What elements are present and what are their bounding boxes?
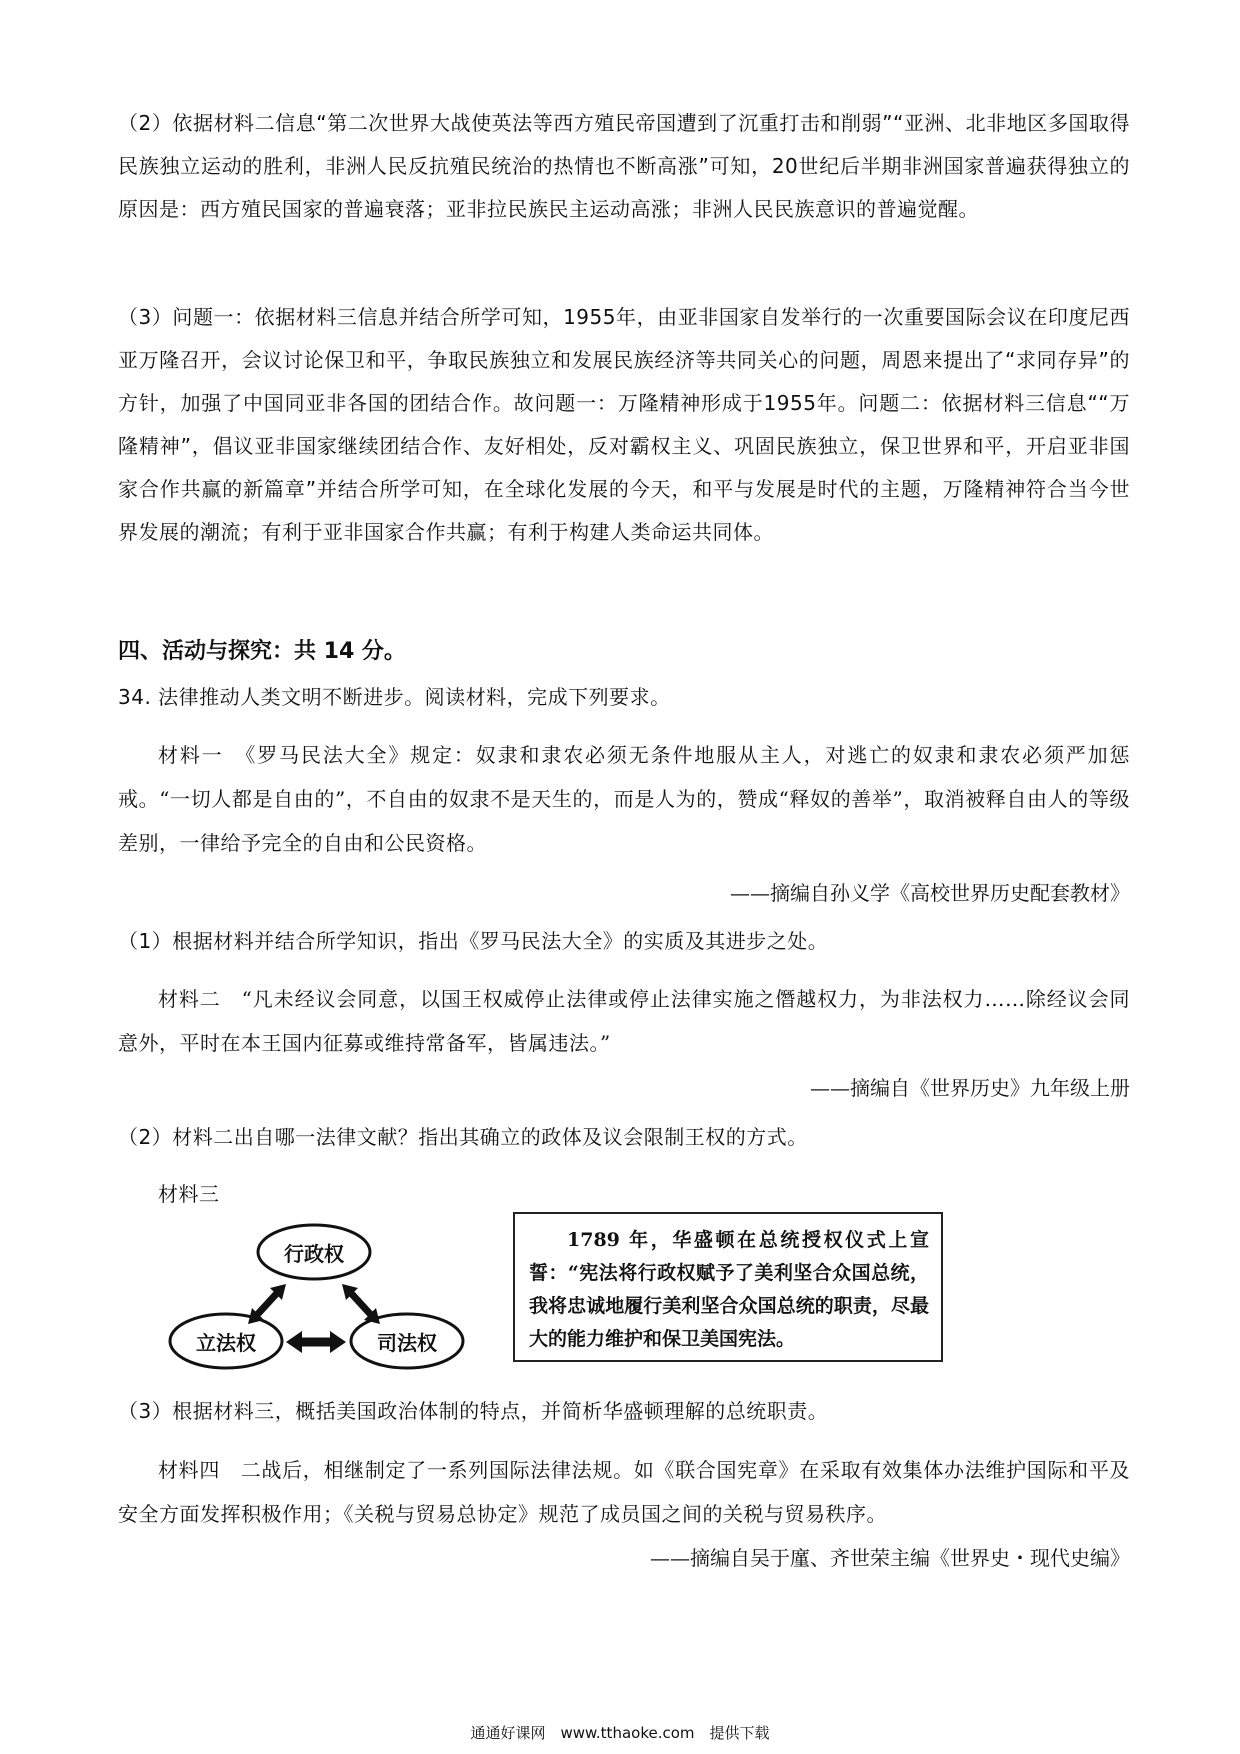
answer-part-3: （3）问题一：依据材料三信息并结合所学可知，1955年，由亚非国家自发举行的一次重要国际会议在印度尼西亚万隆召开，会议讨论保卫和平，争取民族独立和发展民族经济等共同关心的问题，周恩来提出了“求同存异”的方针，加强了中国同亚非各国的团结合作。故问题一：万隆精神形成于1955年。问题二：依据材料三信息““万隆精神”，倡议亚非国家继续团结合作、友好相处，反对霸权主义、巩固民族独立，保卫世界和平，开启亚非国家合作共赢的新篇章”并结合所学可知，在全球化发展的今天，和平与发展是时代的主题，万隆精神符合当今世界发展的潮流；有利于亚非国家合作共赢；有利于构建人类命运共同体。 bbox=[118, 305, 1130, 544]
judicial-power-label: 司法权 bbox=[377, 1331, 437, 1355]
separation-of-powers-diagram bbox=[160, 1218, 480, 1378]
executive-power-label: 行政权 bbox=[284, 1242, 344, 1266]
material-two: 材料二 “凡未经议会同意，以国王权威停止法律或停止法律实施之僭越权力，为非法权力……除经议会同意外，平时在本王国内征募或维持常备军，皆属违法。” bbox=[118, 987, 1130, 1055]
section-heading: 四、活动与探究：共 14 分。 bbox=[118, 639, 406, 664]
washington-oath-text: 1789 年，华盛顿在总统授权仪式上宣誓：“宪法将行政权赋予了美利坚合众国总统，我将忠诚地履行美利坚合众国总统的职责，尽最大的能力维护和保卫美国宪法。 bbox=[529, 1229, 929, 1350]
page-footer: 通通好课网 www.tthaoke.com 提供下载 bbox=[470, 1724, 770, 1742]
material-four-source: ——摘编自吴于廑、齐世荣主编《世界史・现代史编》 bbox=[650, 1546, 1130, 1570]
question-three: （3）根据材料三，概括美国政治体制的特点，并简析华盛顿理解的总统职责。 bbox=[118, 1399, 829, 1423]
material-four: 材料四 二战后，相继制定了一系列国际法律法规。如《联合国宪章》在采取有效集体办法维护国际和平及安全方面发挥积极作用；《关税与贸易总协定》规范了成员国之间的关税与贸易秩序。 bbox=[118, 1458, 1130, 1526]
arrow-right-diagonal bbox=[350, 1292, 372, 1316]
material-one: 材料一 《罗马民法大全》规定：奴隶和隶农必须无条件地服从主人，对逃亡的奴隶和隶农必须严加惩戒。“一切人都是自由的”，不自由的奴隶不是天生的，而是人为的，赞成“释奴的善举”，取消被释自由人的等级差别，一律给予完全的自由和公民资格。 bbox=[118, 743, 1130, 855]
washington-oath-box bbox=[513, 1212, 943, 1362]
arrow-left-diagonal bbox=[256, 1292, 278, 1316]
answer-part-2: （2）依据材料二信息“第二次世界大战使英法等西方殖民帝国遭到了沉重打击和削弱”“亚洲、北非地区多国取得民族独立运动的胜利，非洲人民反抗殖民统治的热情也不断高涨”可知，20世纪后半期非洲国家普遍获得独立的原因是：西方殖民国家的普遍衰落；亚非拉民族民主运动高涨；非洲人民民族意识的普遍觉醒。 bbox=[118, 111, 1130, 221]
question-stem: 34. 法律推动人类文明不断进步。阅读材料，完成下列要求。 bbox=[118, 685, 671, 709]
material-three-label: 材料三 bbox=[158, 1182, 220, 1206]
material-two-source: ——摘编自《世界历史》九年级上册 bbox=[810, 1076, 1130, 1100]
material-one-source: ——摘编自孙义学《高校世界历史配套教材》 bbox=[730, 881, 1130, 905]
legislative-power-label: 立法权 bbox=[196, 1331, 256, 1355]
question-two: （2）材料二出自哪一法律文献？指出其确立的政体及议会限制王权的方式。 bbox=[118, 1125, 808, 1149]
question-one: （1）根据材料并结合所学知识，指出《罗马民法大全》的实质及其进步之处。 bbox=[118, 929, 829, 953]
